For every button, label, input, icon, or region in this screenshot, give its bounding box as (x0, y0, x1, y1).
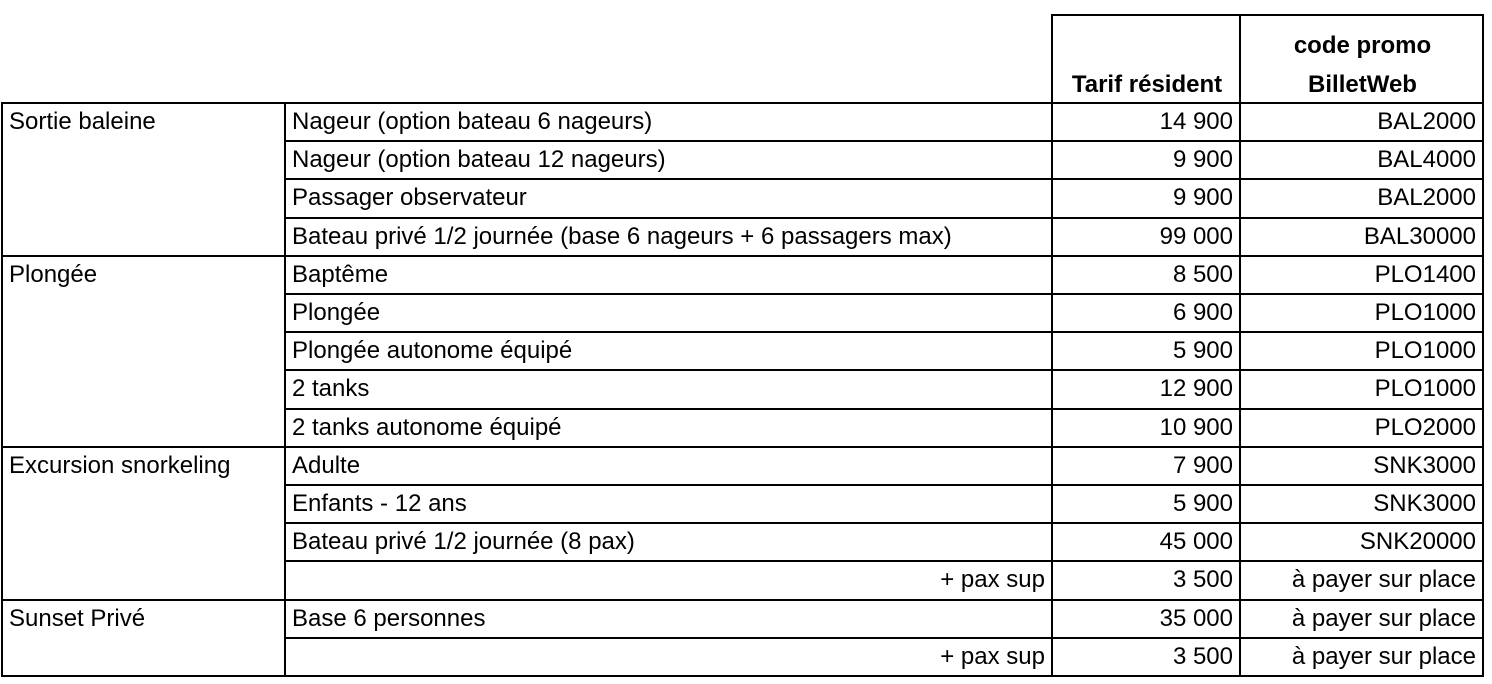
header-code-promo-line1: code promo (1293, 32, 1432, 59)
pricing-table (1, 14, 1484, 678)
promo-code-cell: à payer sur place (1291, 566, 1476, 593)
item-label: Nageur (option bateau 12 nageurs) (292, 146, 666, 173)
promo-code-cell: PLO1000 (1374, 337, 1476, 364)
promo-code-cell: BAL4000 (1377, 146, 1476, 173)
item-label: Passager observateur (292, 184, 527, 211)
item-label: 2 tanks autonome équipé (292, 414, 562, 441)
price-cell: 99 000 (1159, 223, 1233, 250)
price-cell: 5 900 (1172, 337, 1233, 364)
header-divider (1239, 14, 1241, 104)
header-left-border (1051, 14, 1053, 104)
item-label: 2 tanks (292, 375, 370, 402)
promo-code-cell: BAL2000 (1377, 184, 1476, 211)
promo-code-cell: SNK3000 (1373, 452, 1476, 479)
item-label: Plongée (292, 299, 381, 326)
promo-code-cell: PLO1000 (1374, 375, 1476, 402)
promo-code-cell: à payer sur place (1291, 605, 1476, 632)
promo-code-cell: BAL2000 (1377, 108, 1476, 135)
promo-code-cell: PLO1000 (1374, 299, 1476, 326)
price-cell: 10 900 (1159, 414, 1233, 441)
category-label: Excursion snorkeling (9, 452, 231, 479)
promo-code-cell: SNK20000 (1359, 528, 1476, 555)
promo-code-cell: BAL30000 (1363, 223, 1476, 250)
price-cell: 6 900 (1172, 299, 1233, 326)
item-label: Nageur (option bateau 6 nageurs) (292, 108, 653, 135)
price-cell: 7 900 (1172, 452, 1233, 479)
header-code-promo-line2: BilletWeb (1308, 71, 1417, 98)
item-label: Adulte (292, 452, 361, 479)
price-cell: 35 000 (1159, 605, 1233, 632)
header-tarif-resident: Tarif résident (1071, 71, 1223, 98)
item-label: Bateau privé 1/2 journée (base 6 nageurs + 6 passagers max) (292, 223, 952, 250)
item-label: + pax sup (940, 643, 1045, 670)
item-label: Bateau privé 1/2 journée (8 pax) (292, 528, 635, 555)
price-cell: 3 500 (1172, 643, 1233, 670)
category-label: Plongée (9, 261, 98, 288)
price-cell: 3 500 (1172, 566, 1233, 593)
header-top-border (1051, 14, 1484, 16)
price-cell: 9 900 (1172, 146, 1233, 173)
item-label: + pax sup (940, 566, 1045, 593)
promo-code-cell: PLO2000 (1374, 414, 1476, 441)
promo-code-cell: à payer sur place (1291, 643, 1476, 670)
item-label: Base 6 personnes (292, 605, 486, 632)
promo-code-cell: SNK3000 (1373, 490, 1476, 517)
promo-code-cell: PLO1400 (1374, 261, 1476, 288)
price-cell: 12 900 (1159, 375, 1233, 402)
header-right-border (1482, 14, 1484, 104)
item-label: Plongée autonome équipé (292, 337, 573, 364)
price-cell: 14 900 (1159, 108, 1233, 135)
price-cell: 45 000 (1159, 528, 1233, 555)
item-label: Enfants - 12 ans (292, 490, 467, 517)
col-border-left (1, 102, 3, 677)
category-label: Sunset Privé (9, 605, 146, 632)
price-cell: 8 500 (1172, 261, 1233, 288)
item-label: Baptême (292, 261, 389, 288)
price-cell: 5 900 (1172, 490, 1233, 517)
price-cell: 9 900 (1172, 184, 1233, 211)
category-label: Sortie baleine (9, 108, 156, 135)
col-border-right (1482, 102, 1484, 677)
